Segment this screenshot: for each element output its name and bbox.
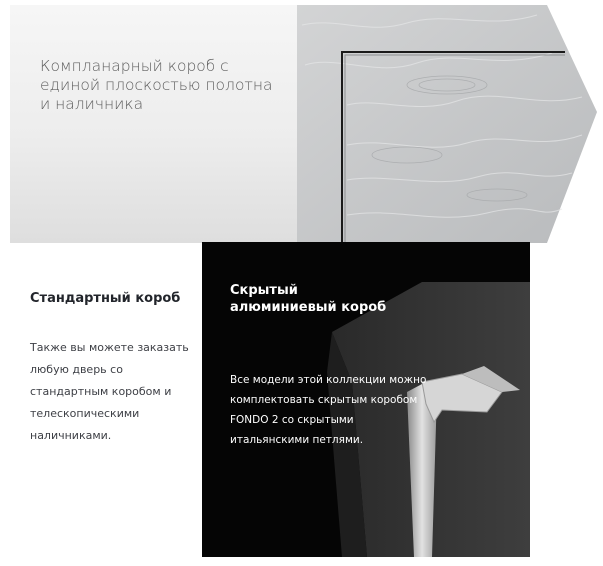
hidden-box-panel	[202, 242, 530, 557]
top-banner-panel	[10, 5, 300, 243]
hidden-box-description: Все модели этой коллекции можно комплектовать скрытым коробом FONDO 2 со скрытыми итальянскими петлями.	[230, 374, 427, 446]
coplanar-door-image	[297, 5, 597, 243]
wood-grain-door-illustration	[297, 5, 597, 243]
top-banner-caption: Компланарный короб с единой плоскостью полотна и наличника	[40, 56, 273, 113]
hidden-box-title: Скрытый алюминиевый короб	[230, 283, 387, 315]
standard-box-title: Стандартный короб	[30, 291, 181, 306]
standard-box-section	[30, 290, 195, 447]
standard-box-description: Также вы можете заказать любую дверь со стандартным коробом и телескопическими наличниками.	[30, 341, 189, 442]
